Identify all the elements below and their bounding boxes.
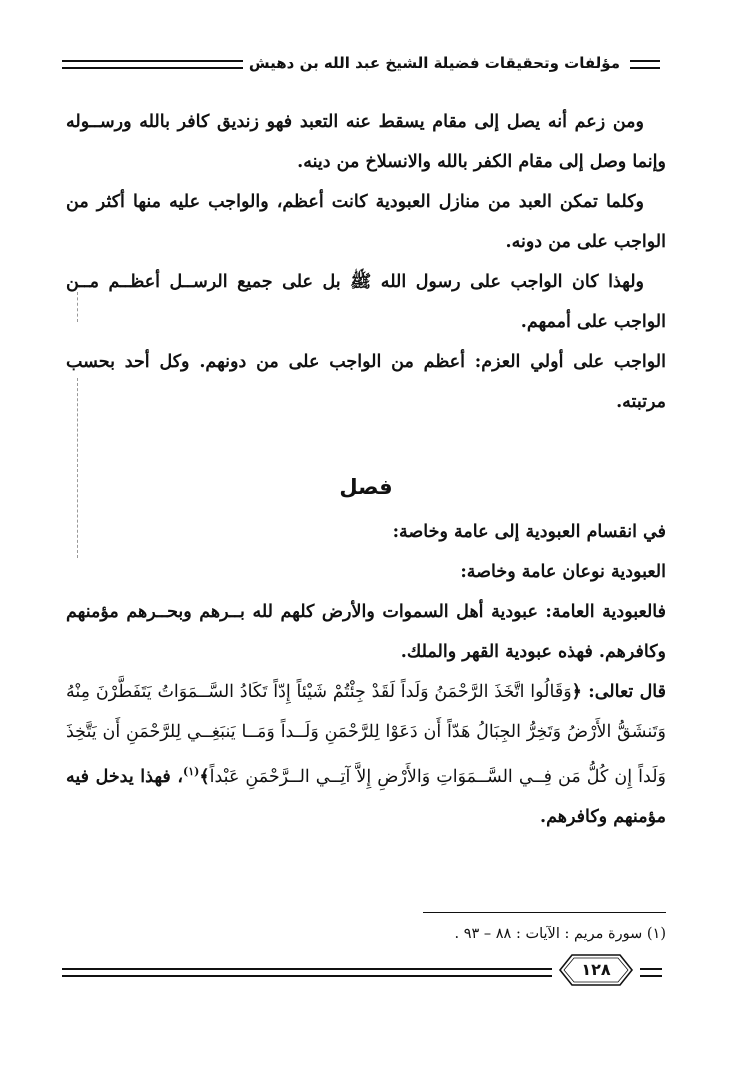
section-line-2: العبودية نوعان عامة وخاصة: [460, 562, 666, 582]
footnote-rule [423, 912, 666, 913]
header-title: مؤلفات وتحقيقات فضيلة الشيخ عبد الله بن دهيش [243, 52, 626, 74]
page-number-badge [556, 953, 636, 987]
quran-verse: وَقَالُوا اتَّخَذَ الرَّحْمَنُ وَلَداً لَقَدْ جِئْتُمْ شَيْئاً إِدّاً تَكَادُ السَّــمَوَاتُ يَتَفَطَّرْنَ مِنْهُ وَتَنشَقُّ الأَرْضُ وَتَخِرُّ الجِبَالُ هَدّاً أَن دَعَوْا لِلرَّحْمَنِ وَلَــداً وَمَــا يَنبَغِــي لِلرَّحْمَنِ أَن يَتَّخِذَ وَلَداً إِن كُلُّ مَن فِــي السَّــمَوَاتِ وَالأَرْضِ إِلاَّ آتِــي الــرَّحْمَنِ عَبْداً [66, 682, 666, 787]
section-heading: فصل [339, 475, 393, 499]
running-header [62, 52, 660, 76]
section-subtitle: في انقسام العبودية إلى عامة وخاصة: [392, 522, 666, 542]
quote-intro: قال تعالى: [581, 682, 666, 702]
paragraph-general-servitude: فالعبودية العامة: عبودية أهل السموات والأرض كلهم لله بــرهم وبحــرهم مؤمنهم وكافرهم. فهذه عبودية القهر والملك. [66, 602, 666, 662]
footnote: (١) سورة مريم : الآيات : ٨٨ – ٩٣ . [454, 926, 666, 942]
page-number: ١٢٨ [581, 960, 611, 979]
margin-mark-lower [77, 378, 78, 558]
paragraph-4: الواجب على أولي العزم: أعظم من الواجب على من دونهم. وكل أحد بحسب مرتبته. [66, 352, 666, 412]
quote-after: ، فهذا يدخل فيه مؤمنهم وكافرهم. [66, 766, 666, 827]
main-text [66, 102, 666, 837]
paragraph-1: ومن زعم أنه يصل إلى مقام يسقط عنه التعبد فهو زنديق كافر بالله ورســوله وإنما وصل إلى مقام الكفر بالله والانسلاخ من دينه. [66, 112, 666, 172]
header-rule-right [630, 60, 660, 69]
quote-open-bracket: ﴿ [571, 682, 582, 702]
paragraph-3: ولهذا كان الواجب على رسول الله ﷺ بل على جميع الرســل أعظــم مــن الواجب على أممهم. [66, 272, 666, 332]
footer-rule-left [62, 968, 552, 977]
footer-rule-right [640, 968, 662, 977]
quran-quote-paragraph [66, 672, 666, 837]
footnote-reference[interactable]: (١) [182, 765, 200, 778]
margin-mark-upper [77, 292, 78, 322]
paragraph-2: وكلما تمكن العبد من منازل العبودية كانت أعظم، والواجب عليه منها أكثر من الواجب على من دونه. [66, 192, 666, 252]
quote-close-bracket: ﴾ [199, 766, 210, 787]
